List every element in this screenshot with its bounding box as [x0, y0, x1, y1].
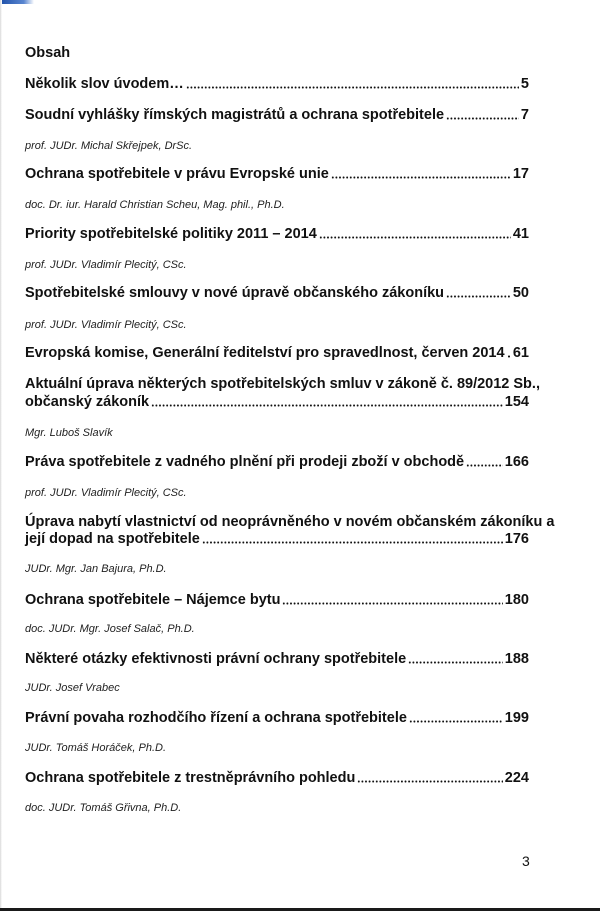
scan-edge-mark	[0, 0, 34, 4]
toc-entry-page: 199	[504, 710, 529, 726]
toc-entry-title: Některé otázky efektivnosti právní ochrany spotřebitele	[25, 651, 407, 667]
dot-leader	[282, 602, 502, 605]
toc-entry	[25, 375, 540, 393]
dot-leader	[408, 661, 503, 664]
toc-entry-author: doc. Dr. iur. Harald Christian Scheu, Mag. phil., Ph.D.	[25, 199, 285, 211]
toc-entry-page: 5	[520, 76, 529, 92]
toc-entry-title: občanský zákoník	[25, 394, 150, 410]
dot-leader	[409, 720, 503, 723]
toc-entry-author: prof. JUDr. Vladimír Plecitý, CSc.	[25, 487, 187, 499]
dot-leader	[202, 541, 503, 544]
toc-entry-title: její dopad na spotřebitele	[25, 531, 200, 547]
toc-entry	[25, 284, 529, 302]
toc-entry-author: JUDr. Mgr. Jan Bajura, Ph.D.	[25, 563, 167, 575]
toc-entry-author: JUDr. Josef Vrabec	[25, 682, 120, 694]
toc-entry-author: prof. JUDr. Vladimír Plecitý, CSc.	[25, 259, 187, 271]
toc-entry-page: 17	[512, 166, 529, 182]
toc-entry-title: Spotřebitelské smlouvy v nové úpravě občanského zákoníku	[25, 285, 445, 301]
toc-entry	[25, 165, 529, 183]
toc-entry-title: Úprava nabytí vlastnictví od neoprávněného v novém občanském zákoníku a	[25, 514, 555, 530]
toc-entry-author: prof. JUDr. Vladimír Plecitý, CSc.	[25, 319, 187, 331]
dot-leader	[446, 117, 519, 120]
toc-entry	[25, 530, 529, 548]
toc-entry	[25, 106, 529, 124]
dot-leader	[331, 176, 511, 179]
toc-entry-author: prof. JUDr. Michal Skřejpek, DrSc.	[25, 140, 193, 152]
dot-leader	[446, 295, 511, 298]
page-number: 3	[522, 853, 530, 869]
dot-leader	[319, 236, 511, 239]
toc-entry	[25, 769, 529, 787]
toc-entry-title: Aktuální úprava některých spotřebitelských smluv v zákoně č. 89/2012 Sb.,	[25, 376, 540, 392]
scan-shadow	[0, 0, 2, 911]
toc-entry-page: 7	[520, 107, 529, 123]
toc-entry-page: 166	[504, 454, 529, 470]
dot-leader	[507, 355, 511, 358]
toc-entry	[25, 225, 529, 243]
toc-entry-title: Evropská komise, Generální ředitelství pro spravedlnost, červen 2014	[25, 345, 505, 361]
toc-entry-page: 180	[504, 592, 529, 608]
toc-entry-page: 50	[512, 285, 529, 301]
toc-entry	[25, 709, 529, 727]
dot-leader	[186, 86, 519, 89]
toc-entry	[25, 344, 529, 362]
toc-entry-page: 188	[504, 651, 529, 667]
toc-entry-title: Priority spotřebitelské politiky 2011 – 2014	[25, 226, 317, 242]
toc-entry-page: 176	[504, 531, 529, 547]
toc-entry-title: Ochrana spotřebitele – Nájemce bytu	[25, 592, 281, 608]
toc-entry-title: Několik slov úvodem…	[25, 76, 184, 92]
dot-leader	[151, 404, 503, 407]
toc-entry-title: Právní povaha rozhodčího řízení a ochrana spotřebitele	[25, 710, 407, 726]
toc-entry-page: 154	[504, 394, 529, 410]
toc-entry	[25, 75, 529, 93]
toc-entry-page: 41	[512, 226, 529, 242]
toc-entry-title: Ochrana spotřebitele v právu Evropské unie	[25, 166, 329, 182]
toc-entry-page: 224	[504, 770, 529, 786]
toc-entry-title: Práva spotřebitele z vadného plnění při prodeji zboží v obchodě	[25, 454, 465, 470]
dot-leader	[466, 464, 503, 467]
toc-entry-author: Mgr. Luboš Slavík	[25, 427, 113, 439]
toc-heading: Obsah	[25, 45, 71, 61]
toc-entry	[25, 513, 555, 531]
toc-entry	[25, 453, 529, 471]
dot-leader	[357, 780, 502, 783]
toc-entry-author: doc. JUDr. Mgr. Josef Salač, Ph.D.	[25, 623, 195, 635]
toc-entry-author: JUDr. Tomáš Horáček, Ph.D.	[25, 742, 167, 754]
toc-entry	[25, 393, 529, 411]
toc-entry-author: doc. JUDr. Tomáš Gřivna, Ph.D.	[25, 802, 182, 814]
toc-entry-page: 61	[512, 345, 529, 361]
toc-entry-title: Soudní vyhlášky římských magistrátů a ochrana spotřebitele	[25, 107, 445, 123]
toc-entry	[25, 591, 529, 609]
toc-entry	[25, 650, 529, 668]
toc-entry-title: Ochrana spotřebitele z trestněprávního pohledu	[25, 770, 356, 786]
